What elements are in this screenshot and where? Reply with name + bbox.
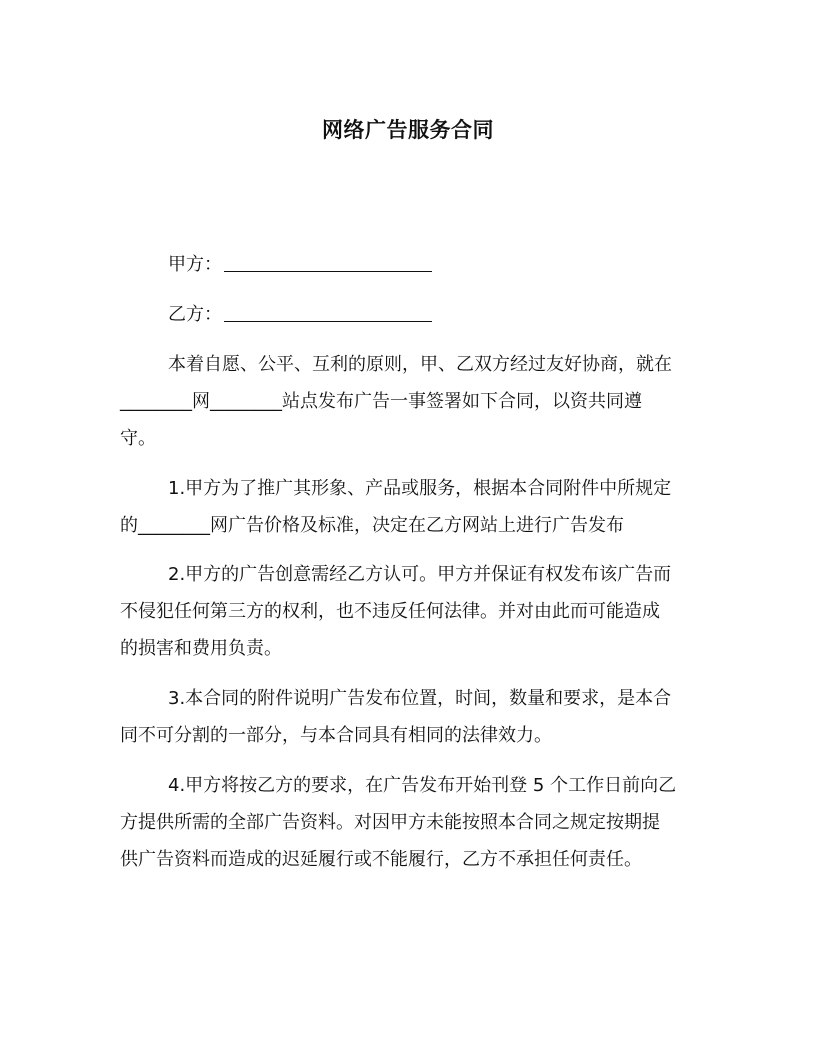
paragraph-line: 不侵犯任何第三方的权利，也不违反任何法律。并对由此而可能造成 [120,601,660,622]
paragraph-line: 3.本合同的附件说明广告发布位置，时间，数量和要求，是本合 [168,688,672,709]
paragraph-line: 供广告资料而造成的迟延履行或不能履行，乙方不承担任何责任。 [120,849,642,870]
party-a-label: 甲方： [168,254,222,275]
clause-2 [120,556,700,667]
party-a-field [168,252,432,278]
paragraph-line: 2.甲方的广告创意需经乙方认可。甲方并保证有权发布该广告而 [168,564,672,585]
paragraph-line: 方提供所需的全部广告资料。对因甲方未能按照本合同之规定按期提 [120,812,660,833]
party-b-field [168,302,432,328]
document-title: 网络广告服务合同 [322,118,494,142]
paragraph-line: ________网________站点发布广告一事签署如下合同，以资共同遵 [120,391,642,412]
clause-3 [120,680,700,754]
party-b-blank [224,303,432,322]
paragraph-line: 守。 [120,428,156,449]
paragraph-line: 的损害和费用负责。 [120,638,282,659]
paragraph-line: 1.甲方为了推广其形象、产品或服务，根据本合同附件中所规定 [168,478,672,499]
party-a-blank [224,253,432,272]
paragraph-line: 同不可分割的一部分，与本合同具有相同的法律效力。 [120,725,552,746]
party-b-label: 乙方： [168,304,222,325]
clause-4 [120,767,700,878]
paragraph-line: 的________网广告价格及标准，决定在乙方网站上进行广告发布 [120,515,624,536]
paragraph-line: 4.甲方将按乙方的要求，在广告发布开始刊登 5 个工作日前向乙 [168,775,677,796]
paragraph-line: 本着自愿、公平、互利的原则，甲、乙双方经过友好协商，就在 [168,354,672,375]
intro-paragraph [120,346,700,457]
clause-1 [120,470,700,544]
